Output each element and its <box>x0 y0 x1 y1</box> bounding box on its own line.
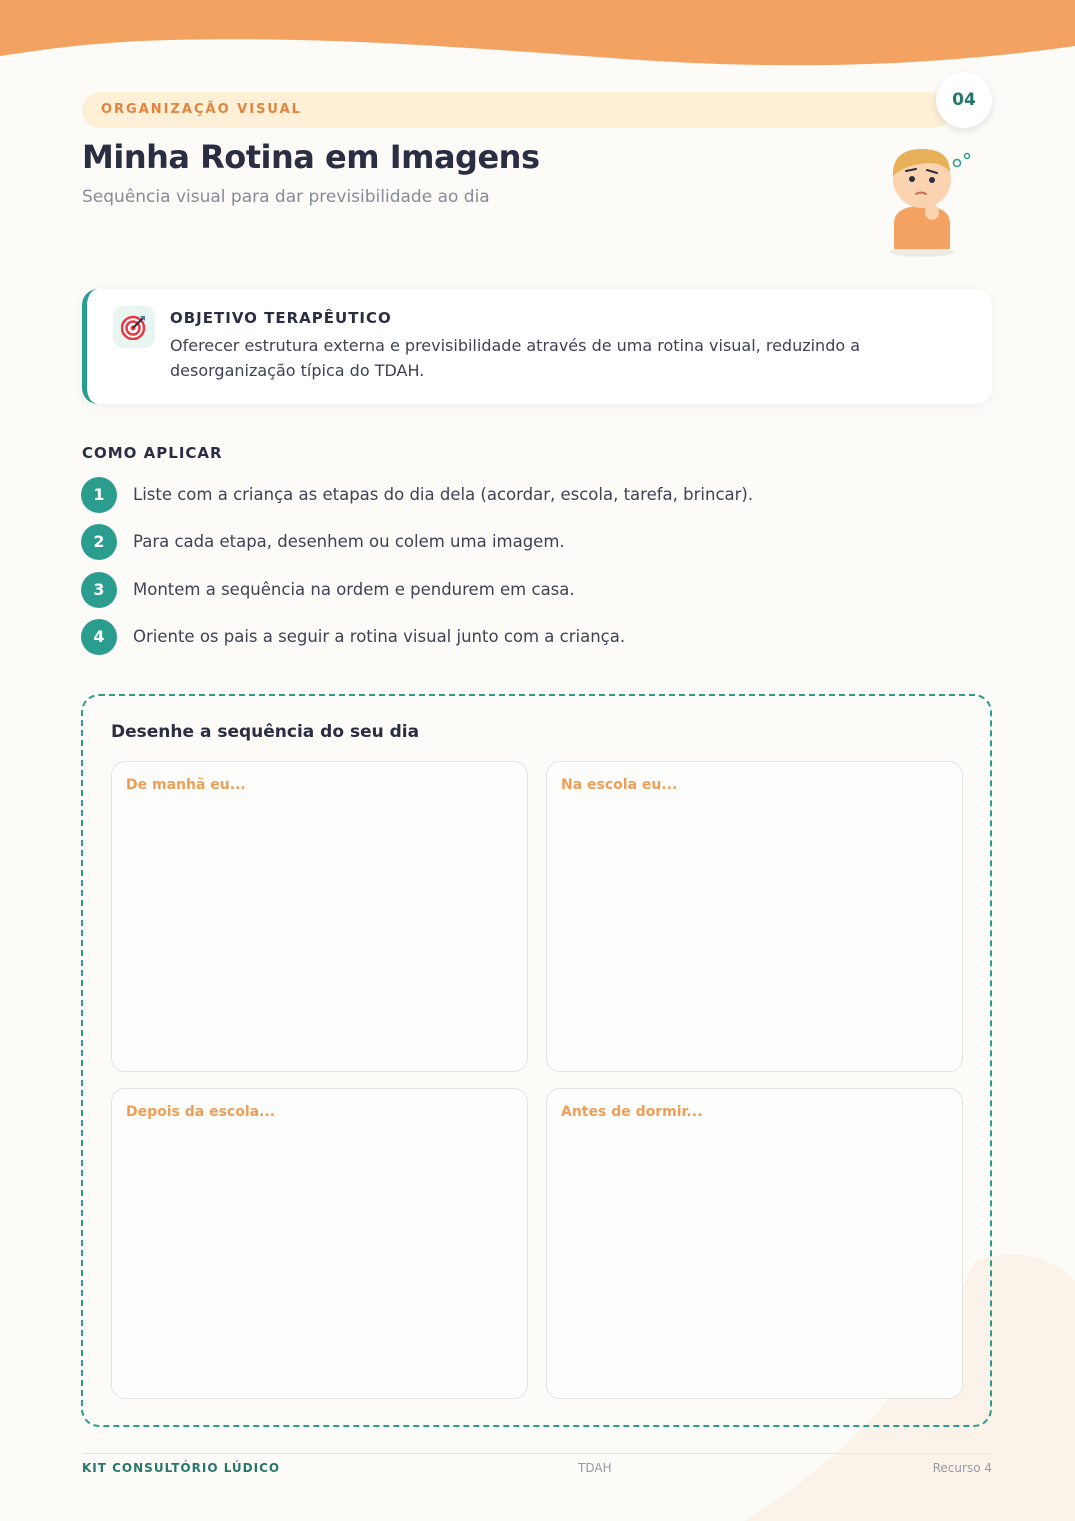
step-item <box>81 619 981 655</box>
footer-divider <box>82 1453 992 1454</box>
step-number: 3 <box>81 572 117 608</box>
drawing-panel-morning[interactable] <box>111 761 528 1072</box>
panel-label: Antes de dormir... <box>561 1104 703 1120</box>
panel-label: Depois da escola... <box>126 1104 276 1120</box>
footer-resource: Recurso 4 <box>932 1461 992 1475</box>
target-icon <box>113 306 155 348</box>
panel-label: Na escola eu... <box>561 777 678 793</box>
step-text: Oriente os pais a seguir a rotina visual junto com a criança. <box>133 627 626 646</box>
footer-topic: TDAH <box>578 1461 612 1475</box>
page-number-badge: 04 <box>936 72 992 128</box>
top-wave-decoration <box>0 0 1075 70</box>
step-text: Montem a sequência na ordem e pendurem em casa. <box>133 580 575 599</box>
step-item <box>81 524 981 560</box>
step-number: 1 <box>81 477 117 513</box>
objective-text: Oferecer estrutura externa e previsibilidade através de uma rotina visual, reduzindo a desorganização típica do TDAH. <box>170 336 861 380</box>
drawing-panel-school[interactable] <box>546 761 963 1072</box>
page-title: Minha Rotina em Imagens <box>82 138 540 176</box>
step-number: 2 <box>81 524 117 560</box>
objective-card <box>82 289 992 404</box>
drawing-section-title: Desenhe a sequência do seu dia <box>111 722 420 742</box>
thinking-child-illustration <box>884 146 974 260</box>
footer-brand: KIT CONSULTÓRIO LÚDICO <box>82 1461 281 1475</box>
category-label: ORGANIZAÇÃO VISUAL <box>101 102 302 117</box>
step-item <box>81 477 981 513</box>
page-subtitle: Sequência visual para dar previsibilidade ao dia <box>82 187 490 207</box>
step-number: 4 <box>81 619 117 655</box>
step-text: Para cada etapa, desenhem ou colem uma imagem. <box>133 532 565 551</box>
panel-label: De manhã eu... <box>126 777 246 793</box>
step-item <box>81 572 981 608</box>
how-to-apply-heading: COMO APLICAR <box>82 444 223 462</box>
drawing-panel-after-school[interactable] <box>111 1088 528 1399</box>
category-pill <box>82 92 952 128</box>
objective-label: OBJETIVO TERAPÊUTICO <box>170 309 392 327</box>
step-text: Liste com a criança as etapas do dia dela (acordar, escola, tarefa, brincar). <box>133 485 754 504</box>
drawing-panel-bedtime[interactable] <box>546 1088 963 1399</box>
